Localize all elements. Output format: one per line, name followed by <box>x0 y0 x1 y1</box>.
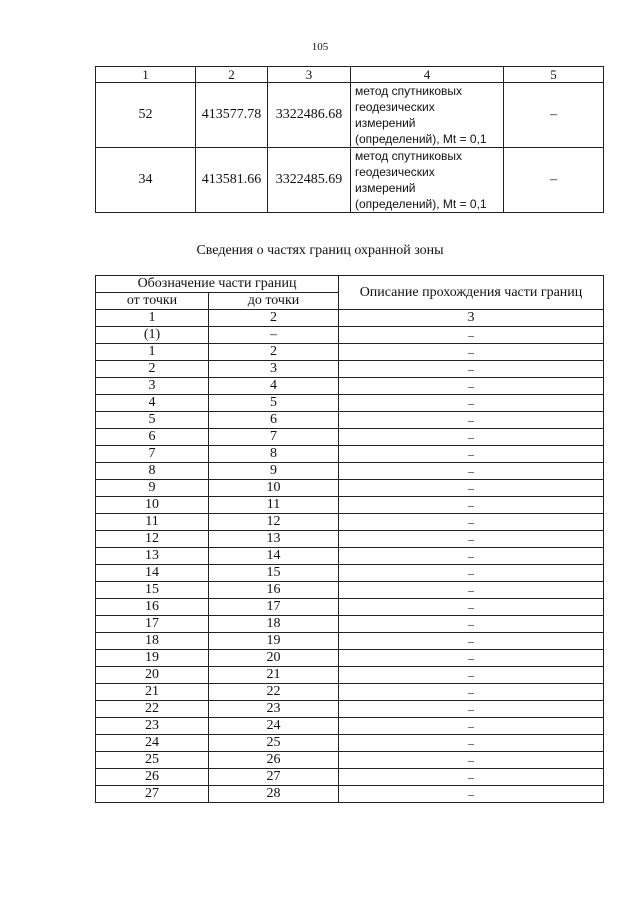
table-row <box>96 582 604 599</box>
table-row <box>96 497 604 514</box>
from-point-cell: 3 <box>96 378 209 395</box>
table-row <box>96 633 604 650</box>
section-title: Сведения о частях границ охранной зоны <box>196 243 444 258</box>
point-number: 34 <box>96 148 196 213</box>
to-point-cell: 11 <box>209 497 339 514</box>
to-point-cell: 8 <box>209 446 339 463</box>
table-row <box>96 718 604 735</box>
description-cell: – <box>339 718 604 735</box>
method-line: измерений <box>355 116 416 130</box>
boundary-parts-table <box>95 275 604 803</box>
note-cell: – <box>504 83 604 148</box>
table-row <box>96 83 604 148</box>
to-point-cell: 9 <box>209 463 339 480</box>
table-row <box>96 548 604 565</box>
column-number: 2 <box>196 67 268 83</box>
to-point-cell: 19 <box>209 633 339 650</box>
column-number: 5 <box>504 67 604 83</box>
column-number: 3 <box>339 310 604 327</box>
table-row <box>96 786 604 803</box>
column-number-row <box>96 67 604 83</box>
from-point-cell: 17 <box>96 616 209 633</box>
description-cell: – <box>339 769 604 786</box>
header-description: Описание прохождения части границ <box>339 276 604 310</box>
from-point-cell: 26 <box>96 769 209 786</box>
from-point-cell: 15 <box>96 582 209 599</box>
description-cell: – <box>339 429 604 446</box>
from-point-cell: 1 <box>96 344 209 361</box>
table-row <box>96 752 604 769</box>
to-point-cell: 17 <box>209 599 339 616</box>
description-cell: – <box>339 480 604 497</box>
table-row <box>96 361 604 378</box>
description-cell: – <box>339 446 604 463</box>
from-point-cell: 10 <box>96 497 209 514</box>
from-point-cell: 18 <box>96 633 209 650</box>
description-cell: – <box>339 531 604 548</box>
header-to-point: до точки <box>209 293 339 310</box>
from-point-cell: 12 <box>96 531 209 548</box>
parts-table-body <box>96 327 604 803</box>
to-point-cell: 14 <box>209 548 339 565</box>
table-row <box>96 480 604 497</box>
x-coordinate: 413581.66 <box>196 148 268 213</box>
description-cell: – <box>339 361 604 378</box>
description-cell: – <box>339 565 604 582</box>
x-coordinate: 413577.78 <box>196 83 268 148</box>
from-point-cell: (1) <box>96 327 209 344</box>
to-point-cell: 7 <box>209 429 339 446</box>
note-cell: – <box>504 148 604 213</box>
column-number: 1 <box>96 310 209 327</box>
description-cell: – <box>339 667 604 684</box>
description-cell: – <box>339 344 604 361</box>
description-cell: – <box>339 412 604 429</box>
from-point-cell: 21 <box>96 684 209 701</box>
method-line: метод спутниковых <box>355 149 463 163</box>
table-row <box>96 735 604 752</box>
to-point-cell: 16 <box>209 582 339 599</box>
from-point-cell: 13 <box>96 548 209 565</box>
table-row <box>96 684 604 701</box>
description-cell: – <box>339 633 604 650</box>
to-point-cell: 4 <box>209 378 339 395</box>
description-cell: – <box>339 684 604 701</box>
from-point-cell: 11 <box>96 514 209 531</box>
description-cell: – <box>339 327 604 344</box>
method-line: метод спутниковых <box>355 84 463 98</box>
description-cell: – <box>339 463 604 480</box>
to-point-cell: 6 <box>209 412 339 429</box>
method-line: (определений), Mt = 0,1 <box>355 197 487 211</box>
table-row <box>96 701 604 718</box>
from-point-cell: 6 <box>96 429 209 446</box>
table-row <box>96 429 604 446</box>
from-point-cell: 7 <box>96 446 209 463</box>
description-cell: – <box>339 514 604 531</box>
to-point-cell: 13 <box>209 531 339 548</box>
column-number: 4 <box>351 67 504 83</box>
from-point-cell: 9 <box>96 480 209 497</box>
header-group: Обозначение части границ <box>96 276 339 293</box>
description-cell: – <box>339 701 604 718</box>
to-point-cell: 5 <box>209 395 339 412</box>
to-point-cell: 20 <box>209 650 339 667</box>
to-point-cell: – <box>209 327 339 344</box>
table-row <box>96 148 604 213</box>
y-coordinate: 3322486.68 <box>268 83 351 148</box>
point-number: 52 <box>96 83 196 148</box>
from-point-cell: 2 <box>96 361 209 378</box>
table-row <box>96 412 604 429</box>
description-cell: – <box>339 752 604 769</box>
description-cell: – <box>339 378 604 395</box>
description-cell: – <box>339 582 604 599</box>
to-point-cell: 18 <box>209 616 339 633</box>
to-point-cell: 27 <box>209 769 339 786</box>
from-point-cell: 8 <box>96 463 209 480</box>
from-point-cell: 4 <box>96 395 209 412</box>
to-point-cell: 22 <box>209 684 339 701</box>
from-point-cell: 24 <box>96 735 209 752</box>
column-number: 2 <box>209 310 339 327</box>
table-row <box>96 446 604 463</box>
method-line: измерений <box>355 181 416 195</box>
method-line: геодезических <box>355 165 435 179</box>
from-point-cell: 27 <box>96 786 209 803</box>
description-cell: – <box>339 548 604 565</box>
to-point-cell: 24 <box>209 718 339 735</box>
method-cell <box>351 83 504 148</box>
from-point-cell: 19 <box>96 650 209 667</box>
y-coordinate: 3322485.69 <box>268 148 351 213</box>
from-point-cell: 20 <box>96 667 209 684</box>
to-point-cell: 10 <box>209 480 339 497</box>
method-line: геодезических <box>355 100 435 114</box>
table-row <box>96 769 604 786</box>
description-cell: – <box>339 650 604 667</box>
column-number: 1 <box>96 67 196 83</box>
to-point-cell: 25 <box>209 735 339 752</box>
from-point-cell: 22 <box>96 701 209 718</box>
description-cell: – <box>339 395 604 412</box>
table-row <box>96 667 604 684</box>
header-row <box>96 276 604 293</box>
table-row <box>96 599 604 616</box>
to-point-cell: 15 <box>209 565 339 582</box>
table-row <box>96 514 604 531</box>
to-point-cell: 26 <box>209 752 339 769</box>
column-number: 3 <box>268 67 351 83</box>
description-cell: – <box>339 616 604 633</box>
to-point-cell: 23 <box>209 701 339 718</box>
column-number-row <box>96 310 604 327</box>
method-line: (определений), Mt = 0,1 <box>355 132 487 146</box>
from-point-cell: 5 <box>96 412 209 429</box>
to-point-cell: 12 <box>209 514 339 531</box>
table-row <box>96 378 604 395</box>
table-row <box>96 531 604 548</box>
table-row <box>96 650 604 667</box>
from-point-cell: 14 <box>96 565 209 582</box>
from-point-cell: 23 <box>96 718 209 735</box>
description-cell: – <box>339 786 604 803</box>
table-row <box>96 565 604 582</box>
table-row <box>96 463 604 480</box>
to-point-cell: 3 <box>209 361 339 378</box>
table-row <box>96 616 604 633</box>
to-point-cell: 21 <box>209 667 339 684</box>
method-cell <box>351 148 504 213</box>
header-from-point: от точки <box>96 293 209 310</box>
description-cell: – <box>339 735 604 752</box>
table-row <box>96 327 604 344</box>
description-cell: – <box>339 497 604 514</box>
from-point-cell: 25 <box>96 752 209 769</box>
boundary-points-table <box>95 66 604 213</box>
table-row <box>96 395 604 412</box>
table-row <box>96 344 604 361</box>
from-point-cell: 16 <box>96 599 209 616</box>
page-number: 105 <box>311 41 329 53</box>
to-point-cell: 28 <box>209 786 339 803</box>
description-cell: – <box>339 599 604 616</box>
to-point-cell: 2 <box>209 344 339 361</box>
